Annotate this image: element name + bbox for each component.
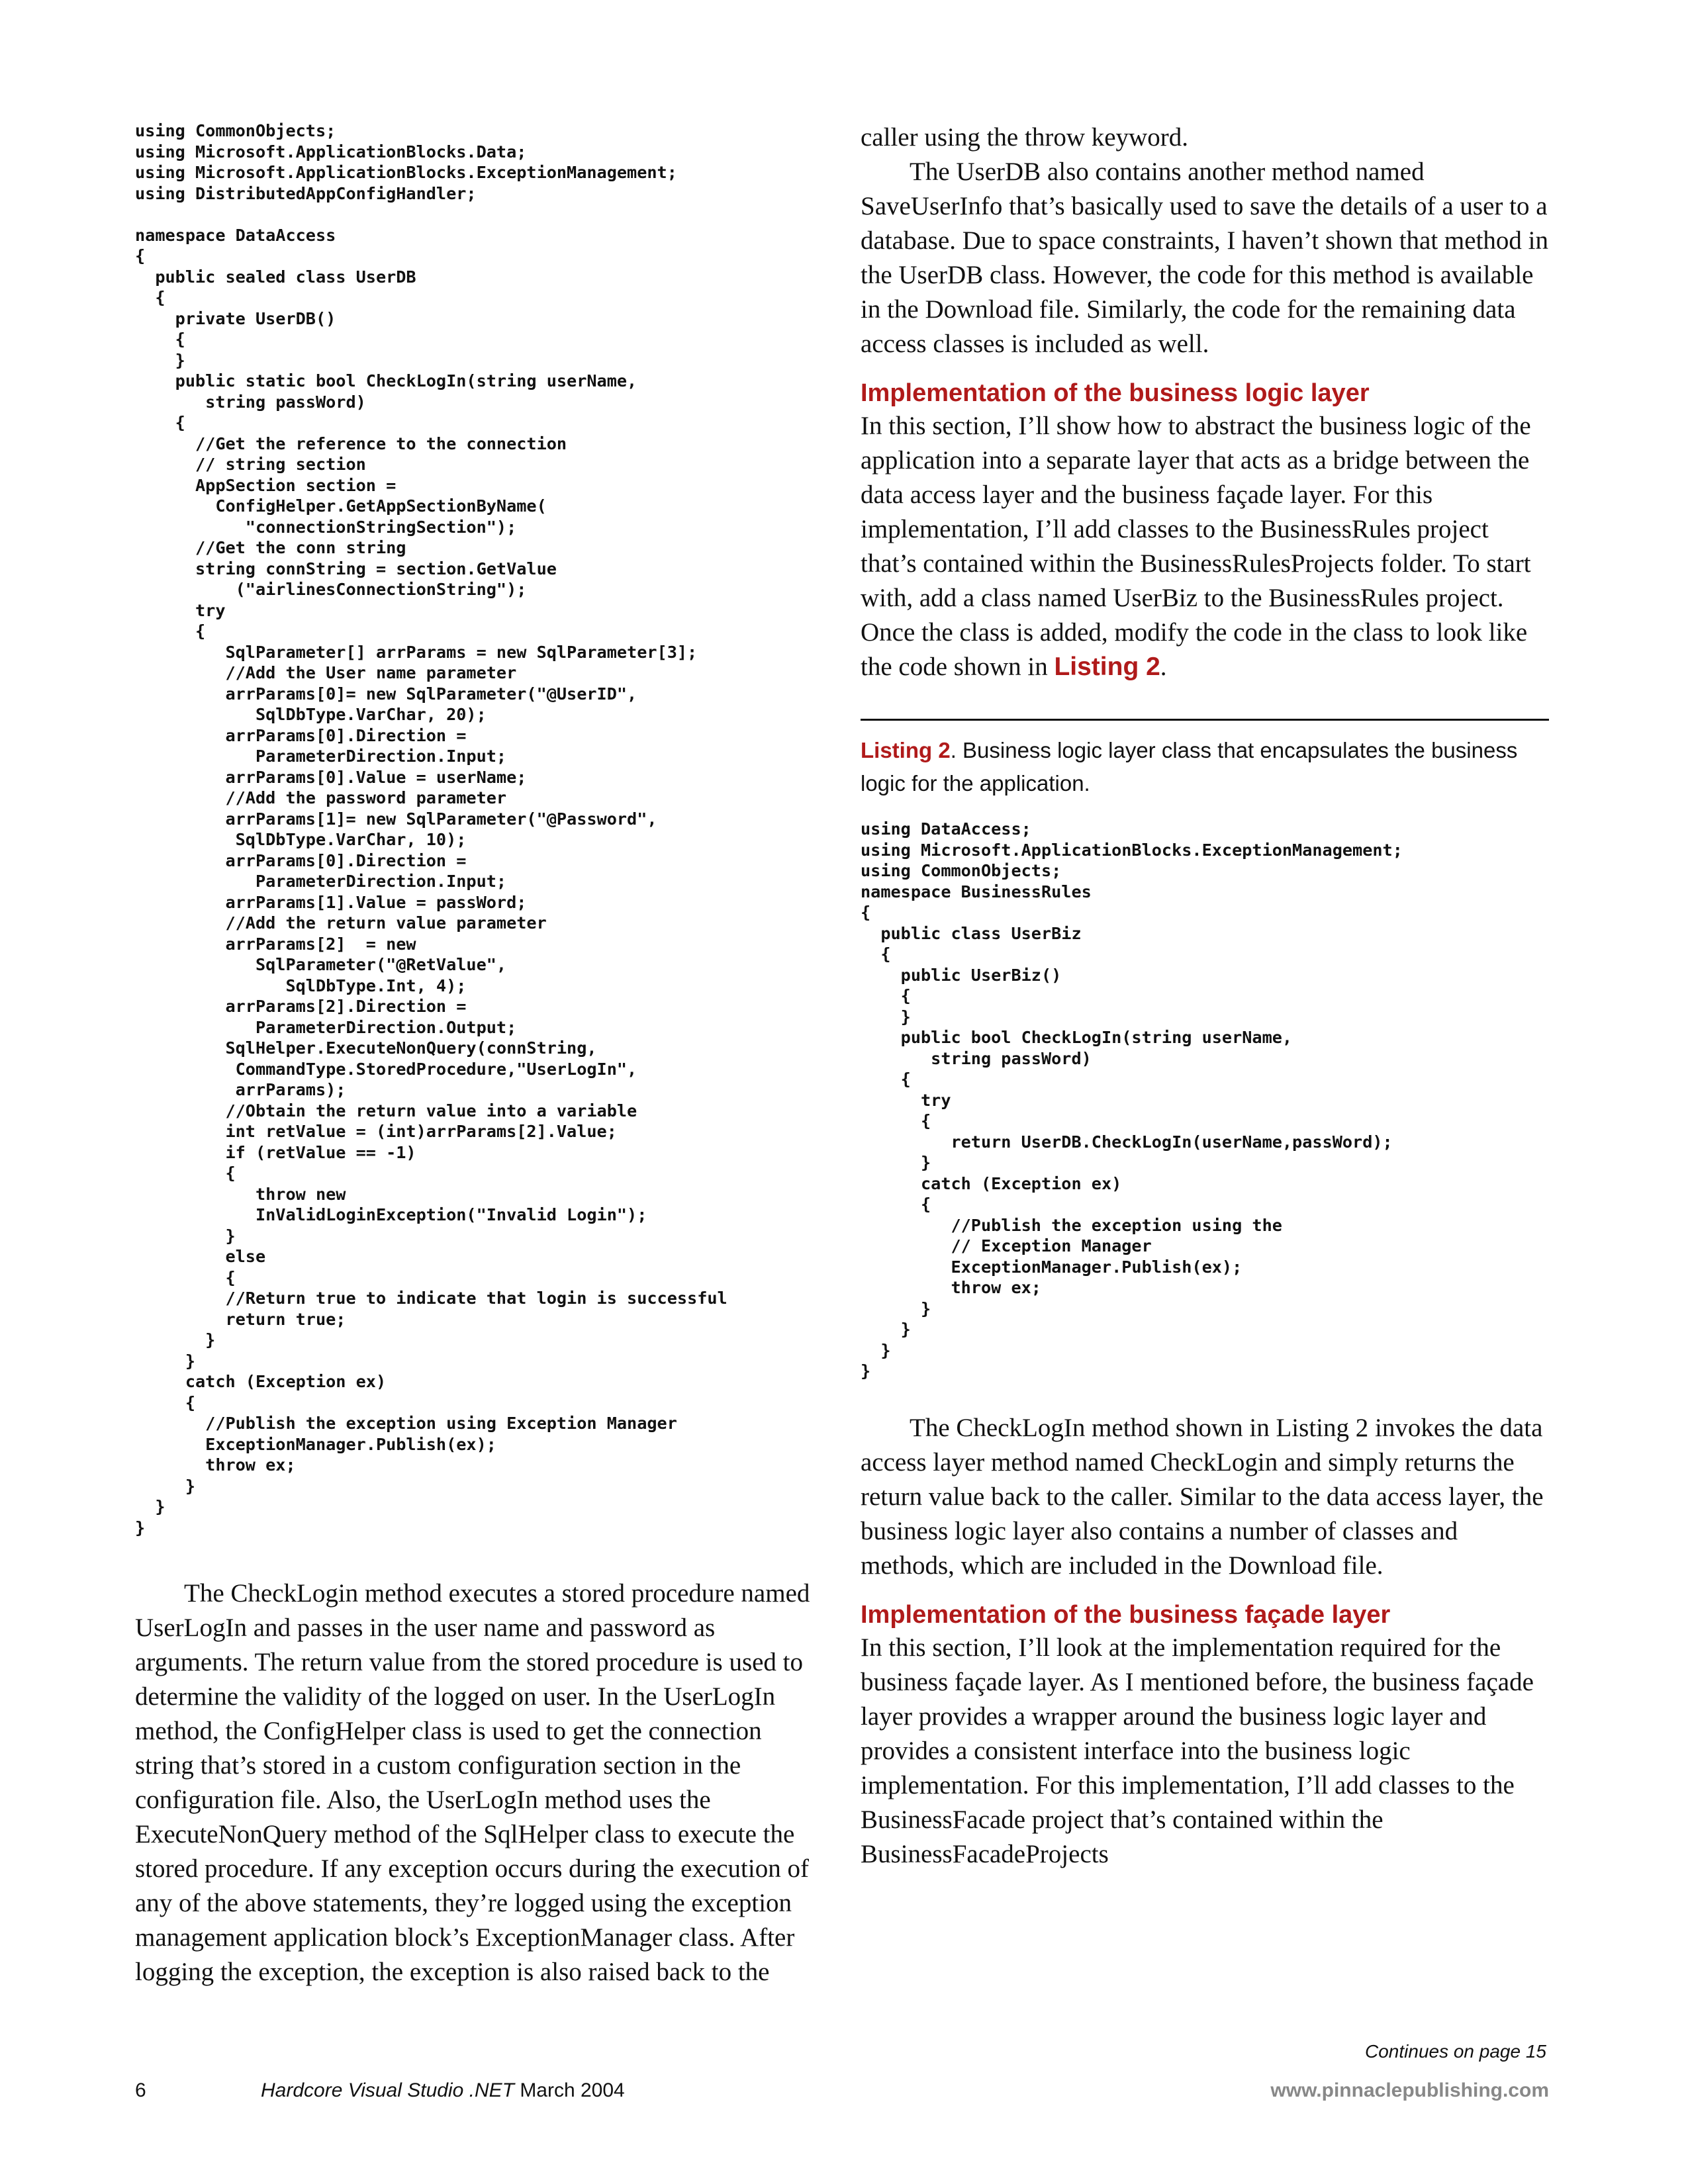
paragraph-business-logic-text: In this section, I’ll show how to abstract the business logic of the application into a separate layer that acts as a bridge between the data access layer and the business façade layer. For this implementation, I’ll add classes to the BusinessRules project that’s contained within the BusinessRulesProjects folder. To start with, add a class named UserBiz to the BusinessRules project. Once the class is added, modify the code in the class to look like the code shown in bbox=[861, 412, 1531, 681]
paragraph-caller: caller using the throw keyword. bbox=[861, 123, 1188, 152]
publisher-url[interactable]: www.pinnaclepublishing.com bbox=[1270, 2079, 1549, 2101]
left-column bbox=[135, 120, 823, 1989]
heading-business-logic-layer: Implementation of the business logic layer bbox=[861, 379, 1370, 407]
listing-divider bbox=[861, 719, 1549, 721]
magazine-title: Hardcore Visual Studio .NET bbox=[261, 2079, 514, 2101]
issue-date: March 2004 bbox=[520, 2079, 625, 2101]
checklogin-description: The CheckLogin method executes a stored procedure named UserLogIn and passes in the user name and password as arguments. The return value from the stored procedure is used to determine the validity of the logged on user. In the UserLogIn method, the ConfigHelper class is used to get the connection string that’s stored in a custom configuration section in the configuration file. Also, the UserLogIn method uses the ExecuteNonQuery method of the SqlHelper class to execute the stored procedure. If any exception occurs during the execution of any of the above statements, they’re logged using the exception management application block’s ExceptionManager class. After logging the exception, the exception is also raised back to the bbox=[135, 1579, 810, 1986]
listing-2-label: Listing 2 bbox=[861, 738, 951, 762]
listing-2-link[interactable]: Listing 2 bbox=[1054, 653, 1160, 681]
listing-2-caption-text: . Business logic layer class that encapsulates the business logic for the application. bbox=[861, 738, 1518, 796]
heading-business-facade-layer: Implementation of the business façade layer bbox=[861, 1600, 1391, 1629]
paragraph-business-logic-end: . bbox=[1160, 653, 1167, 681]
paragraph-business-facade: In this section, I’ll look at the implementation required for the business façade layer. As I mentioned before, the business façade layer provides a wrapper around the business logic layer and provides a consistent interface into the business logic implementation. For this implementation, I’ll add classes to the BusinessFacade project that’s contained within the BusinessFacadeProjects bbox=[861, 1633, 1534, 1868]
listing-2-caption bbox=[861, 734, 1549, 800]
page-number: 6 bbox=[135, 2079, 146, 2101]
userdb-code-listing: using CommonObjects; using Microsoft.ApplicationBlocks.Data; using Microsoft.ApplicationBlocks.ExceptionManagement; using DistributedAppConfigHandler; namespace DataAccess { public sealed class UserDB { private UserDB() { } public static bool CheckLogIn(string userName, string passWord) { //Get the reference to the connection // string section AppSection section = ConfigHelper.GetAppSectionByName( "connectionStringSection"); //Get the conn string string connString = section.GetValue ("airlinesConnectionString"); try { SqlParameter[] arrParams = new SqlParameter[3]; //Add the User name parameter arrParams[0]= new SqlParameter("@UserID", SqlDbType.VarChar, 20); arrParams[0].Direction = ParameterDirection.Input; arrParams[0].Value = userName; //Add the password parameter arrParams[1]= new SqlParameter("@Password", SqlDbType.VarChar, 10); arrParams[0].Direction = ParameterDirection.Input; arrParams[1].Value = passWord; //Add the return value parameter arrParams[2] = new SqlParameter("@RetValue", SqlDbType.Int, 4); arrParams[2].Direction = ParameterDirection.Output; SqlHelper.ExecuteNonQuery(connString, CommandType.StoredProcedure,"UserLogIn", arrParams); //Obtain the return value into a variable int retValue = (int)arrParams[2].Value; if (retValue == -1) { throw new InValidLoginException("Invalid Login"); } else { //Return true to indicate that login is successful return true; } } catch (Exception ex) { //Publish the exception using Exception Manager ExceptionManager.Publish(ex); throw ex; } } } bbox=[135, 121, 727, 1537]
userbiz-code-listing: using DataAccess; using Microsoft.ApplicationBlocks.ExceptionManagement; using CommonObjects; namespace BusinessRules { public class UserBiz { public UserBiz() { } public bool CheckLogIn(string userName, string passWord) { try { return UserDB.CheckLogIn(userName,passWord); } catch (Exception ex) { //Publish the exception using the // Exception Manager ExceptionManager.Publish(ex); throw ex; } } } } bbox=[861, 819, 1403, 1381]
page-footer bbox=[135, 2079, 1549, 2106]
right-column bbox=[861, 120, 1549, 1872]
paragraph-business-logic bbox=[861, 409, 1549, 684]
magazine-issue bbox=[261, 2079, 625, 2102]
paragraph-saveuserinfo: The UserDB also contains another method named SaveUserInfo that’s basically used to save the details of a user to a database. Due to space constraints, I haven’t shown that method in the UserDB class. However, the code for this method is available in the Download file. Similarly, the code for the remaining data access classes is included as well. bbox=[861, 158, 1549, 358]
paragraph-checklogin-invokes: The CheckLogIn method shown in Listing 2 invokes the data access layer method named CheckLogin and simply returns the return value back to the caller. Similar to the data access layer, the business logic layer also contains a number of classes and methods, which are included in the Download file. bbox=[861, 1413, 1544, 1580]
continues-on-page: Continues on page 15 bbox=[1365, 2041, 1546, 2062]
